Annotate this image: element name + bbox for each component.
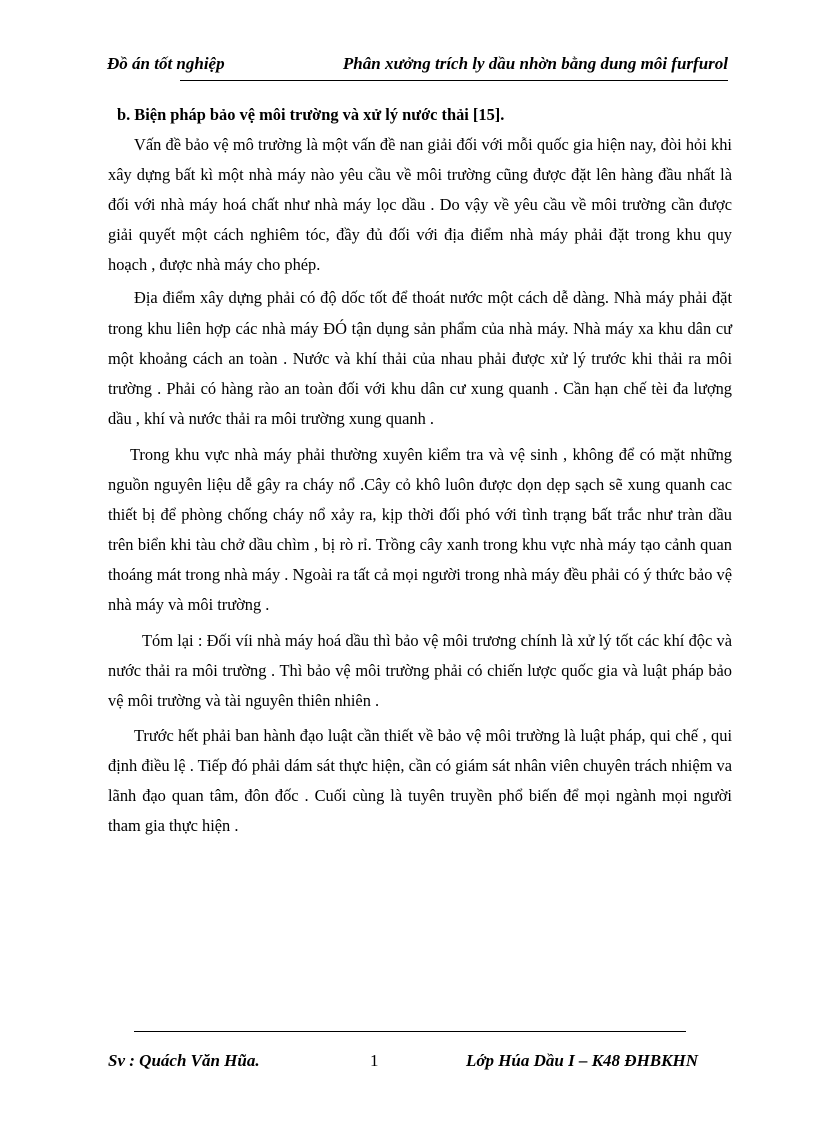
page-header: [107, 54, 728, 76]
paragraph: Địa điểm xây dựng phải có độ dốc tốt để thoát nước một cách dễ dàng. Nhà máy phải đặt trong khu liên hợp các nhà máy ĐÓ tận dụng sản phẩm của nhà máy. Nhà máy xa khu dân cư một khoảng cách an toàn . Nước và khí thải của nhau phải được xử lý trước khi thải ra môi trường . Phải có hàng rào an toàn đối với khu dân cư xung quanh . Cần hạn chế tèi đa lượng dầu , khí và nước thải ra môi trường xung quanh .: [108, 288, 732, 428]
paragraph: Trong khu vực nhà máy phải thường xuyên kiểm tra và vệ sinh , không để có mặt những nguồn nguyên liệu dễ gây ra cháy nổ .Cây cỏ khô luôn được dọn dẹp sạch sẽ xung quanh cac thiết bị để phòng chống cháy nổ xảy ra, kịp thời đối phó với tình trạng bất trắc như tràn dầu trên biển khi tàu chở dầu chìm , bị rò rỉ. Trồng cây xanh trong khu vực nhà máy tạo cảnh quan thoáng mát trong nhà máy . Ngoài ra tất cả mọi người trong nhà máy đều phải có ý thức bảo vệ nhà máy và môi trường .: [108, 444, 732, 615]
paragraph: Tóm lại : Đối víi nhà máy hoá dầu thì bảo vệ môi trương chính là xử lý tốt các khí độc và nước thải ra môi trường . Thì bảo vệ môi trường phải có chiến lược quốc gia và luật pháp bảo vệ môi trường và tài nguyên thiên nhiên .: [108, 630, 732, 710]
header-left-title: Đồ án tốt nghiệp: [107, 54, 225, 73]
footer-divider: [134, 1031, 686, 1032]
header-right-title: Phân xưởng trích ly dầu nhờn bằng dung môi furfurol: [342, 54, 728, 73]
document-body: [108, 100, 732, 841]
footer-student-name: Sv : Quách Văn Hũa.: [108, 1051, 260, 1070]
footer-class-name: Lớp Húa Dầu I – K48 ĐHBKHN: [465, 1051, 698, 1070]
section-heading: b. Biện pháp bảo vệ môi trường và xử lý nước thải [15].: [117, 105, 505, 124]
paragraph: Vấn đề bảo vệ mô trường là một vấn đề nan giải đối với mỗi quốc gia hiện nay, đòi hỏi khi xây dựng bất kì một nhà máy nào yêu cầu về môi trường cũng được đặt lên hàng đầu nhất là đối với nhà máy hoá chất như nhà máy lọc dầu . Do vậy về yêu cầu về môi trường cần được giải quyết một cách nghiêm tóc, đầy đủ đối với địa điểm nhà máy phải đặt trong khu quy hoạch , được nhà máy cho phép.: [108, 135, 732, 275]
paragraph: Trước hết phải ban hành đạo luật cần thiết về bảo vệ môi trường là luật pháp, qui chế , qui định điều lệ . Tiếp đó phải dám sát thực hiện, cần có giám sát nhân viên chuyên trách nhiệm va lãnh đạo quan tâm, đôn đốc . Cuối cùng là tuyên truyền phổ biến để mọi ngành mọi người tham gia thực hiện .: [108, 725, 732, 836]
header-divider: [180, 80, 728, 81]
page-footer: [108, 1051, 698, 1073]
page-number: 1: [370, 1051, 379, 1070]
